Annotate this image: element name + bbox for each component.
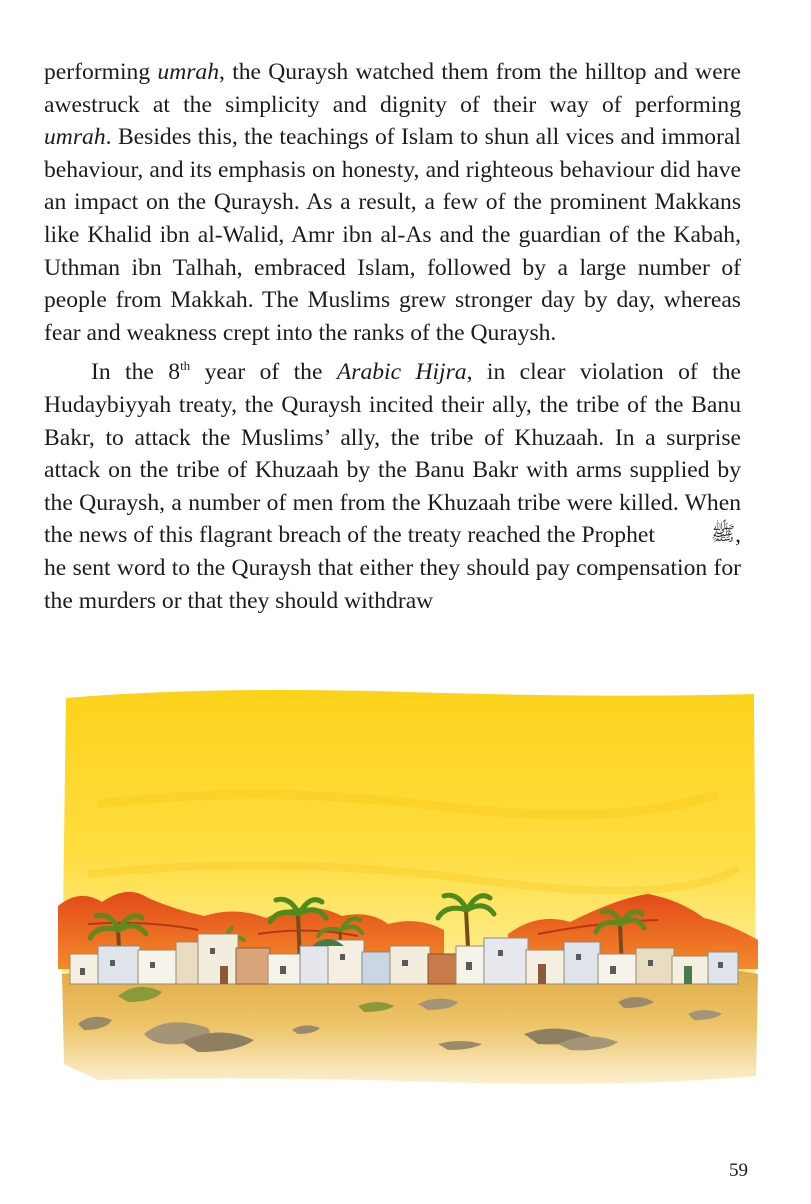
paragraph-1-text-b: , the Quraysh watched them from the hilltop and were awestruck at the simplicity and dignity of their way of performing [44,59,741,118]
page-number: 59 [729,1160,748,1181]
desert-town-drawing [58,684,760,1094]
paragraph-2-text-b: year of the [190,359,337,386]
salutation-glyph: ﷺ [710,523,736,546]
paragraph-2-text-c: , in clear violation of the Hudaybiyyah treaty, the Quraysh incited their ally, the tribe of the Banu Bakr, to attack the Muslims’ ally, the tribe of Khuzaah. In a surprise attack on the tribe of Khuzaah by the Banu Bakr with arms supplied by the Quraysh, a number of men from the Khuzaah tribe were killed. When the news of this flagrant breach of the treaty reached the Prophet [44,359,741,549]
paragraph-2 [44,356,741,617]
paragraph-2-text-a: In the 8 [91,359,181,386]
paragraph-1-emphasis-b: umrah [44,124,106,151]
paragraph-1-text-a: performing [44,59,158,85]
paragraph-1 [44,56,741,349]
town-illustration [58,684,760,1094]
ordinal-suffix: th [180,358,191,374]
paragraph-1-text-c: . Besides this, the teachings of Islam to shun all vices and immoral behaviour, and its emphasis on honesty, and righteous behaviour did have an impact on the Quraysh. As a result, a few of the prominent Makkans like Khalid ibn al-Walid, Amr ibn al-As and the guardian of the Kabah, Uthman ibn Talhah, embraced Islam, followed by a large number of people from Makkah. The Muslims grew stronger day by day, whereas fear and weakness crept into the ranks of the Quraysh. [44,124,741,346]
paragraph-1-emphasis-a: umrah [157,59,220,85]
paragraph-2-emphasis: Arabic Hijra [336,359,467,386]
paragraph-2-text-d: , he sent word to the Quraysh that either they should pay compensation for the murders or that they should withdraw [44,522,741,614]
page-text [44,56,741,617]
